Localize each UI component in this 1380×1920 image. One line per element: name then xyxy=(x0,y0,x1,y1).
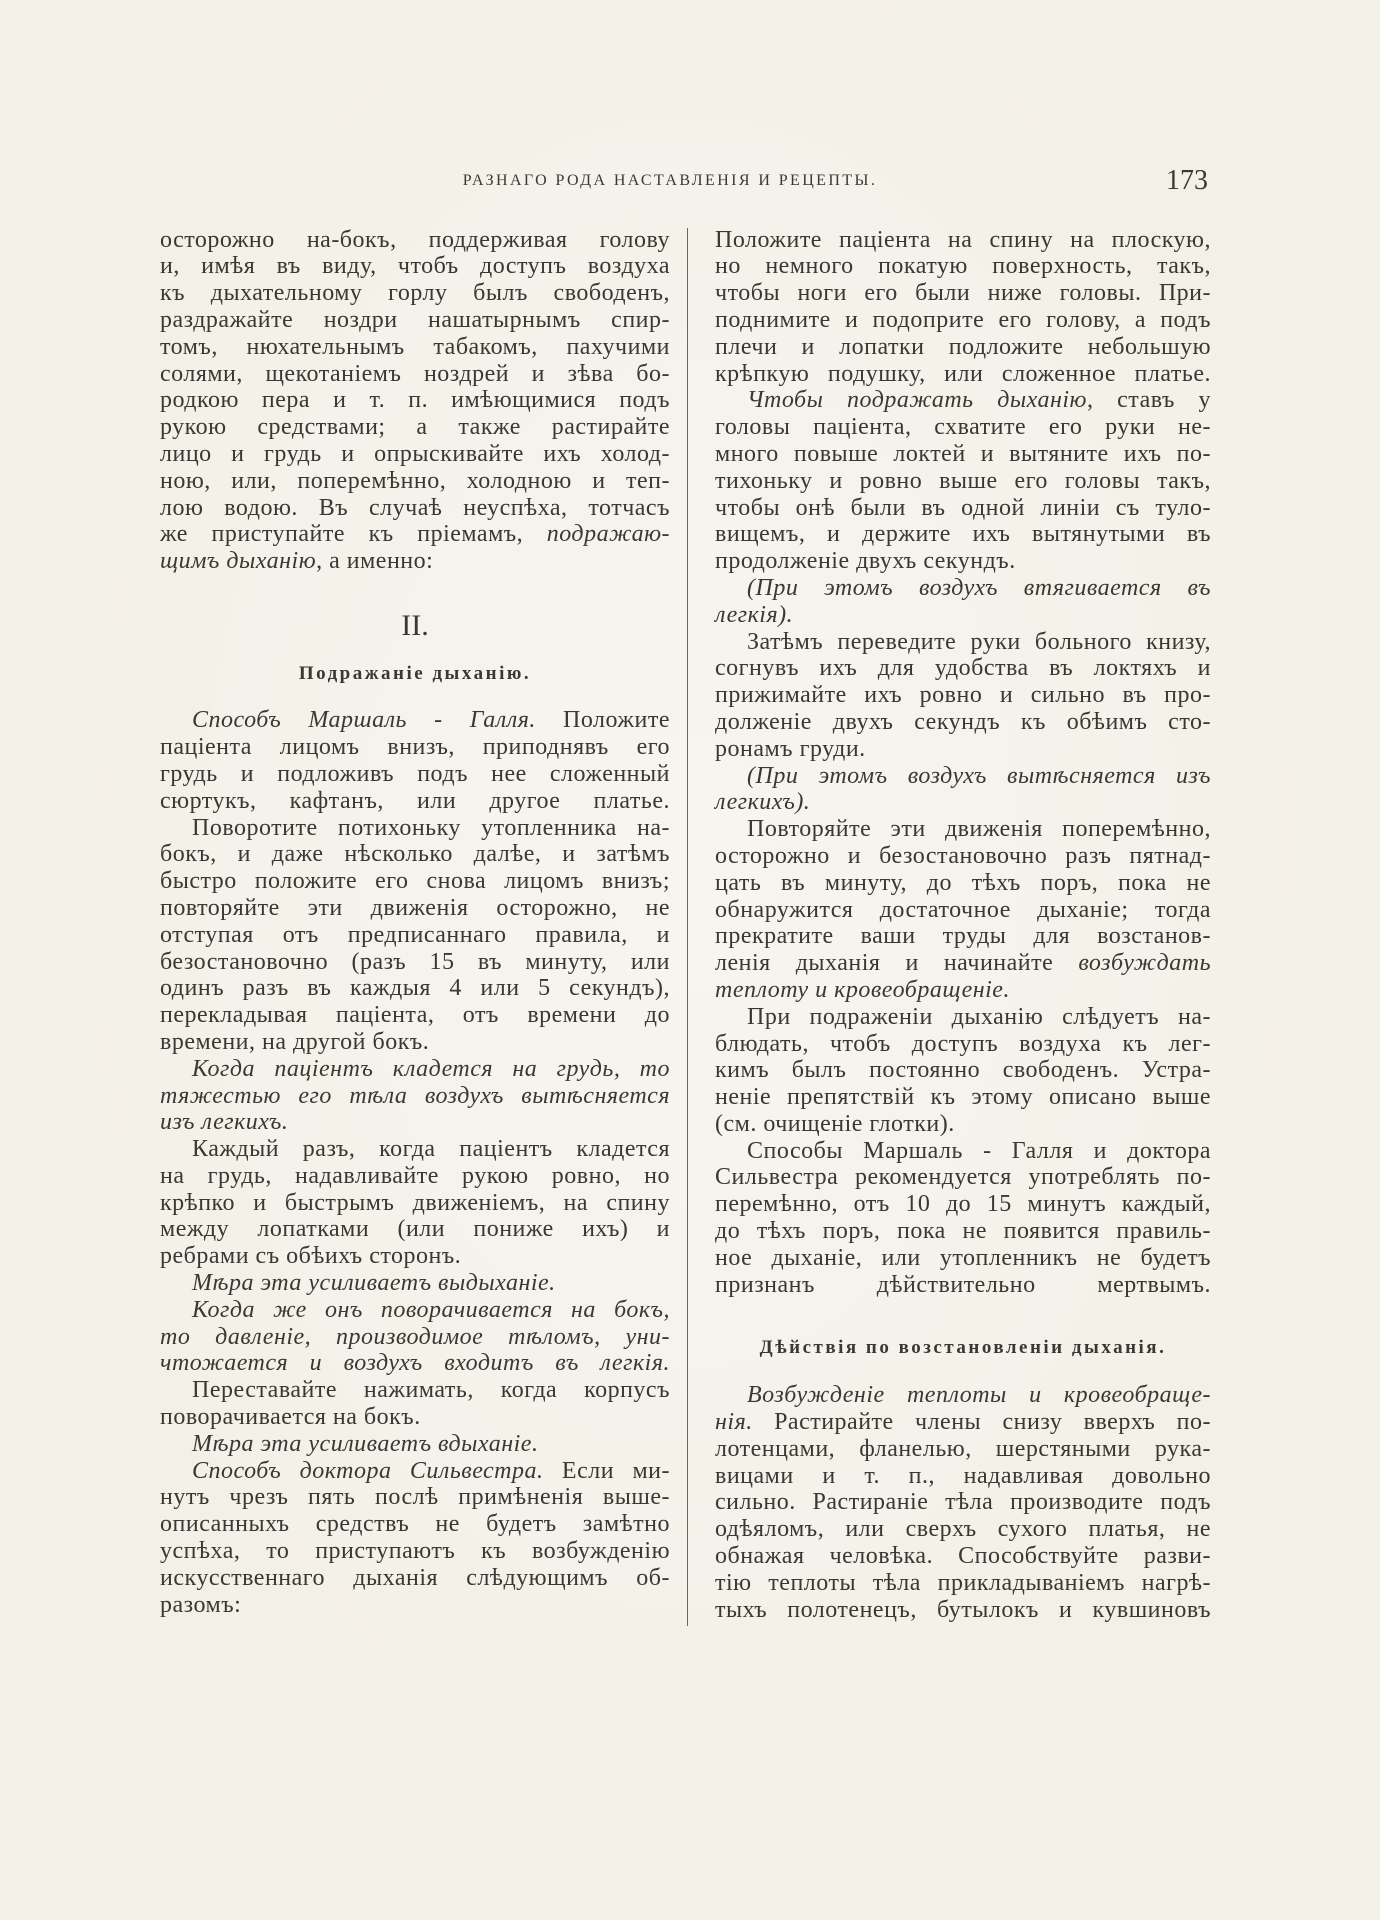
text-line xyxy=(160,495,670,522)
roman-text: тыхъ полотенецъ, бутылокъ и кувшиновъ xyxy=(715,1596,1211,1623)
roman-text: Каждый разъ, когда паціентъ кладется xyxy=(192,1136,670,1163)
roman-text: перемѣнно, отъ 10 до 15 минутъ каждый, xyxy=(715,1191,1211,1218)
text-line xyxy=(715,1138,1211,1165)
text-line xyxy=(160,414,670,441)
text-line xyxy=(715,1031,1211,1058)
text-line xyxy=(715,307,1211,334)
italic-text: Когда паціентъ кладется на грудь, то xyxy=(192,1055,670,1082)
text-line xyxy=(160,734,670,761)
text-line xyxy=(715,414,1211,441)
text-line xyxy=(160,1511,670,1538)
roman-text: чтобы онѣ были въ одной линіи съ туло- xyxy=(715,494,1211,521)
text-line xyxy=(715,1489,1211,1516)
text-line xyxy=(160,468,670,495)
text-line xyxy=(160,1029,670,1056)
roman-text: разомъ: xyxy=(160,1591,242,1618)
text-line xyxy=(715,1516,1211,1543)
roman-text: Переставайте нажимать, когда корпусъ xyxy=(192,1377,670,1404)
roman-text: , а именно: xyxy=(316,548,434,575)
roman-text: и, имѣя въ виду, чтобъ доступъ воздуха xyxy=(160,253,670,280)
roman-text: поворачивается на бокъ. xyxy=(160,1404,421,1431)
roman-text: Способы Маршаль - Галля и доктора xyxy=(747,1137,1211,1164)
roman-text: кимъ былъ постоянно свободенъ. Устра- xyxy=(715,1057,1211,1084)
text-line xyxy=(715,1272,1211,1299)
roman-text: вицами и т. п., надавливая довольно xyxy=(715,1462,1211,1489)
roman-text: же приступайте къ пріемамъ, xyxy=(160,521,547,548)
roman-text: обнажая человѣка. Способствуйте разви- xyxy=(715,1543,1211,1570)
roman-text: одѣяломъ, или сверхъ сухого платья, не xyxy=(715,1516,1211,1543)
roman-text: ное дыханіе, или утопленникъ не будетъ xyxy=(715,1244,1211,1271)
text-line xyxy=(715,575,1211,602)
text-line xyxy=(715,682,1211,709)
roman-text: прижимайте ихъ ровно и сильно въ про- xyxy=(715,682,1211,709)
italic-text: щимъ дыханію xyxy=(160,548,317,575)
italic-text: легкія). xyxy=(715,601,794,628)
roman-text: лотенцами, фланелью, шерстяными рука- xyxy=(715,1435,1211,1462)
text-line xyxy=(715,897,1211,924)
text-line xyxy=(715,923,1211,950)
text-line xyxy=(160,1565,670,1592)
text-line xyxy=(715,387,1211,414)
text-line xyxy=(715,468,1211,495)
text-line xyxy=(715,1191,1211,1218)
roman-text: ною, или, поперемѣнно, холодною и теп- xyxy=(160,467,670,494)
text-line xyxy=(715,950,1211,977)
roman-text: крѣпко и быстрымъ движеніемъ, на спину xyxy=(160,1189,670,1216)
text-line xyxy=(715,334,1211,361)
text-line xyxy=(160,1431,670,1458)
text-line xyxy=(715,816,1211,843)
roman-text: ронамъ груди. xyxy=(715,735,866,762)
section-heading: Подражаніе дыханію. xyxy=(298,662,532,684)
roman-text: плечи и лопатки подложите небольшую xyxy=(715,333,1211,360)
text-line xyxy=(715,227,1211,254)
italic-text: Мѣра эта усиливаетъ выдыханіе. xyxy=(192,1270,556,1297)
text-line xyxy=(715,602,1211,629)
text-line xyxy=(160,1297,670,1324)
text-line xyxy=(160,841,670,868)
italic-text: Когда же онъ поворачивается на бокъ, xyxy=(192,1296,670,1323)
text-line xyxy=(715,1543,1211,1570)
text-line xyxy=(715,1084,1211,1111)
roman-text: солями, щекотаніемъ ноздрей и зѣва бо- xyxy=(160,360,670,387)
text-line xyxy=(715,280,1211,307)
text-line xyxy=(715,441,1211,468)
text-line xyxy=(160,788,670,815)
text-line xyxy=(715,709,1211,736)
text-line xyxy=(160,1190,670,1217)
roman-text: признанъ дѣйствительно мертвымъ. xyxy=(715,1271,1211,1298)
italic-text: (При этомъ воздухъ вытѣсняется изъ xyxy=(747,762,1211,789)
roman-text: раздражайте ноздри нашатырнымъ спир- xyxy=(160,306,670,333)
text-line xyxy=(715,1245,1211,1272)
text-line xyxy=(160,280,670,307)
roman-text: Положите xyxy=(535,707,670,734)
roman-text: продолженіе двухъ секундъ. xyxy=(715,548,1016,575)
roman-text: до тѣхъ поръ, пока не появится правиль- xyxy=(715,1218,1211,1245)
text-line xyxy=(160,307,670,334)
text-line xyxy=(160,1270,670,1297)
roman-text: успѣха, то приступаютъ къ возбужденію xyxy=(160,1538,670,1565)
text-line xyxy=(715,763,1211,790)
text-line xyxy=(160,1083,670,1110)
roman-text: Если ми- xyxy=(543,1457,670,1484)
roman-text: Растирайте члены снизу вверхъ по- xyxy=(752,1409,1211,1436)
roman-text: ребрами съ обѣихъ сторонъ. xyxy=(160,1243,462,1270)
roman-text: прекратите ваши труды для возстанов- xyxy=(715,923,1211,950)
roman-text: осторожно на-бокъ, поддерживая голову xyxy=(160,226,670,253)
text-line xyxy=(715,1570,1211,1597)
text-line xyxy=(160,361,670,388)
text-line xyxy=(160,334,670,361)
roman-text: лицо и грудь и опрыскивайте ихъ холод- xyxy=(160,440,670,467)
italic-text: теплоту и кровеобращеніе. xyxy=(715,976,1010,1003)
text-line xyxy=(715,1409,1211,1436)
text-line xyxy=(715,521,1211,548)
roman-text: много повыше локтей и вытяните ихъ по- xyxy=(715,440,1211,467)
italic-text: тяжестью его тѣла воздухъ вытѣсняется xyxy=(160,1082,670,1109)
roman-text: осторожно и безостановочно разъ пятнад- xyxy=(715,842,1211,869)
roman-text: , ставъ у xyxy=(1086,387,1212,414)
roman-text: При подраженіи дыханію слѣдуетъ на- xyxy=(747,1003,1211,1030)
roman-text: къ дыхательному горлу былъ свободенъ, xyxy=(160,280,670,307)
roman-text: перекладывая паціента, отъ времени до xyxy=(160,1002,670,1029)
roman-text: тихоньку и ровно выше его головы такъ, xyxy=(715,467,1211,494)
text-line xyxy=(160,895,670,922)
text-line xyxy=(160,707,670,734)
text-line xyxy=(715,870,1211,897)
text-line xyxy=(160,387,670,414)
text-line xyxy=(160,521,670,548)
text-line xyxy=(160,922,670,949)
italic-text: изъ легкихъ. xyxy=(160,1109,289,1136)
roman-text: вищемъ, и держите ихъ вытянутыми въ xyxy=(715,521,1211,548)
italic-text: то давленіе, производимое тѣломъ, уни- xyxy=(160,1323,670,1350)
text-line xyxy=(160,1484,670,1511)
italic-text: нія. xyxy=(715,1409,753,1436)
text-line xyxy=(160,815,670,842)
roman-text: нутъ чрезъ пять послѣ примѣненія выше- xyxy=(160,1484,670,1511)
text-line xyxy=(715,655,1211,682)
running-head-title: РАЗНАГО РОДА НАСТАВЛЕНІЯ И РЕЦЕПТЫ. xyxy=(462,172,878,189)
italic-text: подражаю- xyxy=(546,521,670,548)
roman-text: долженіе двухъ секундъ къ обѣимъ сто- xyxy=(715,708,1211,735)
roman-text: крѣпкую подушку, или сложенное платье. xyxy=(715,360,1211,387)
left-column xyxy=(160,227,670,1619)
text-line xyxy=(160,1216,670,1243)
text-line xyxy=(160,548,670,575)
text-line xyxy=(715,1218,1211,1245)
text-line xyxy=(160,761,670,788)
page-number: 173 xyxy=(1166,165,1208,196)
roman-text: Поворотите потихоньку утопленника на- xyxy=(192,814,670,841)
roman-text: лою водою. Въ случаѣ неуспѣха, тотчасъ xyxy=(160,494,670,521)
text-line xyxy=(715,843,1211,870)
text-line xyxy=(160,1538,670,1565)
text-line xyxy=(160,1002,670,1029)
text-line xyxy=(715,1382,1211,1409)
text-line xyxy=(715,977,1211,1004)
italic-text: (При этомъ воздухъ втягивается въ xyxy=(747,574,1211,601)
text-line xyxy=(160,441,670,468)
roman-text: быстро положите его снова лицомъ внизъ; xyxy=(160,868,670,895)
roman-text: томъ, нюхательнымъ табакомъ, пахучими xyxy=(160,333,670,360)
roman-text: времени, на другой бокъ. xyxy=(160,1028,430,1055)
roman-text: головы паціента, схватите его руки не- xyxy=(715,414,1211,441)
right-column xyxy=(715,227,1211,1624)
text-line xyxy=(160,949,670,976)
text-line xyxy=(715,736,1211,763)
roman-text: цать въ минуту, до тѣхъ поръ, пока не xyxy=(715,869,1211,896)
text-line xyxy=(715,1057,1211,1084)
text-line xyxy=(715,253,1211,280)
roman-text: отступая отъ предписаннаго правила, и xyxy=(160,921,670,948)
roman-text: одинъ разъ въ каждыя 4 или 5 секундъ), xyxy=(160,975,670,1002)
text-line xyxy=(160,1458,670,1485)
text-line xyxy=(160,1324,670,1351)
italic-text: возбуждать xyxy=(1078,950,1211,977)
text-line xyxy=(160,1592,670,1619)
text-line xyxy=(160,1350,670,1377)
text-line xyxy=(160,1163,670,1190)
text-line xyxy=(715,789,1211,816)
roman-text: Сильвестра рекомендуется употреблять по- xyxy=(715,1164,1211,1191)
roman-text: искусственнаго дыханія слѣдующимъ об- xyxy=(160,1564,670,1591)
text-line xyxy=(715,1463,1211,1490)
roman-text: рукою средствами; а также растирайте xyxy=(160,414,670,441)
text-line xyxy=(715,548,1211,575)
text-line xyxy=(160,227,670,254)
text-line xyxy=(715,629,1211,656)
italic-text: чтожается и воздухъ входитъ въ легкія. xyxy=(160,1350,670,1377)
text-line xyxy=(715,1111,1211,1138)
roman-text: но немного покатую поверхность, такъ, xyxy=(715,253,1211,280)
text-line xyxy=(160,1243,670,1270)
italic-text: Способъ Маршаль - Галля. xyxy=(192,707,536,734)
text-line xyxy=(160,1404,670,1431)
text-line xyxy=(160,868,670,895)
text-line xyxy=(715,361,1211,388)
text-line xyxy=(715,1597,1211,1624)
roman-text: тію теплоты тѣла прикладываніемъ нагрѣ- xyxy=(715,1569,1211,1596)
italic-text: Чтобы подражать дыханію xyxy=(747,387,1087,414)
roman-text: ленія дыханія и начинайте xyxy=(715,950,1079,977)
text-line xyxy=(715,1436,1211,1463)
text-line xyxy=(160,253,670,280)
text-line xyxy=(160,975,670,1002)
section-number: II. xyxy=(401,608,429,642)
roman-text: обнаружится достаточное дыханіе; тогда xyxy=(715,896,1211,923)
section-heading: Дѣйствія по возстановленіи дыханія. xyxy=(759,1337,1167,1359)
roman-text: между лопатками (или пониже ихъ) и xyxy=(160,1216,670,1243)
roman-text: паціента лицомъ внизъ, приподнявъ его xyxy=(160,734,670,761)
italic-text: Способъ доктора Сильвестра. xyxy=(192,1457,544,1484)
italic-text: Возбужденіе теплоты и кровеобраще- xyxy=(747,1382,1211,1409)
text-line xyxy=(160,1377,670,1404)
roman-text: чтобы ноги его были ниже головы. При- xyxy=(715,280,1211,307)
roman-text: повторяйте эти движенія осторожно, не xyxy=(160,894,670,921)
text-line xyxy=(160,1136,670,1163)
roman-text: сильно. Растираніе тѣла производите подъ xyxy=(715,1489,1211,1516)
roman-text: Положите паціента на спину на плоскую, xyxy=(715,226,1211,253)
text-line xyxy=(715,1164,1211,1191)
roman-text: блюдать, чтобъ доступъ воздуха къ лег- xyxy=(715,1030,1211,1057)
roman-text: грудь и подложивъ подъ нее сложенный xyxy=(160,760,670,787)
roman-text: описанныхъ средствъ не будетъ замѣтно xyxy=(160,1511,670,1538)
text-line xyxy=(160,1056,670,1083)
roman-text: безостановочно (разъ 15 въ минуту, или xyxy=(160,948,670,975)
roman-text: согнувъ ихъ для удобства въ локтяхъ и xyxy=(715,655,1211,682)
text-line xyxy=(160,1109,670,1136)
roman-text: родкою пера и т. п. имѣющимися подъ xyxy=(160,387,670,414)
roman-text: (см. очищеніе глотки). xyxy=(715,1110,955,1137)
roman-text: поднимите и подоприте его голову, а подъ xyxy=(715,306,1211,333)
roman-text: неніе препятствій къ этому описано выше xyxy=(715,1084,1211,1111)
roman-text: Повторяйте эти движенія поперемѣнно, xyxy=(747,816,1211,843)
column-rule xyxy=(687,228,688,1626)
italic-text: Мѣра эта усиливаетъ вдыханіе. xyxy=(192,1430,539,1457)
text-line xyxy=(715,495,1211,522)
roman-text: Затѣмъ переведите руки больного книзу, xyxy=(747,628,1211,655)
roman-text: бокъ, и даже нѣсколько далѣе, и затѣмъ xyxy=(160,841,670,868)
roman-text: на грудь, надавливайте рукою ровно, но xyxy=(160,1162,670,1189)
roman-text: сюртукъ, кафтанъ, или другое платье. xyxy=(160,787,670,814)
text-line xyxy=(715,1004,1211,1031)
italic-text: легкихъ). xyxy=(715,789,811,816)
